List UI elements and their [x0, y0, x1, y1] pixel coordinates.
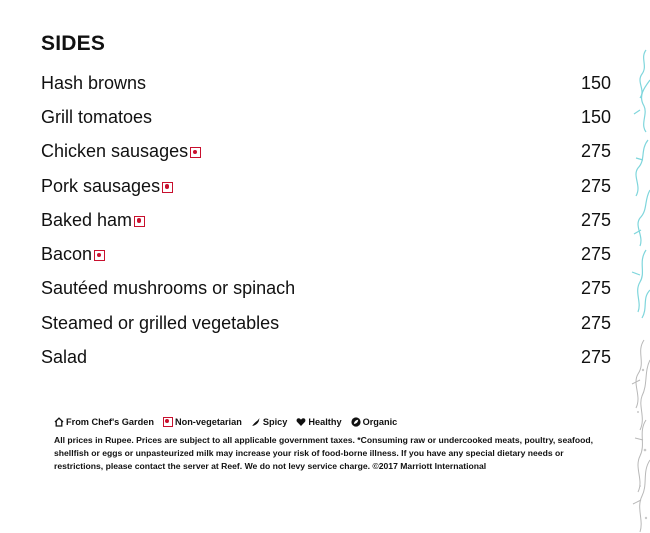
non-veg-icon: [163, 417, 173, 427]
footnote: All prices in Rupee. Prices are subject to all applicable government taxes. *Consuming raw or undercooked meats, poultry, seafood, shellfish or eggs or unpasteurized milk may increase your risk of food-borne illness. If you have any special dietary needs or restrictions, please contact the server at Reef. We do not levy service charge. ©2017 Marriott International: [54, 435, 594, 471]
legend-spicy: [251, 417, 288, 427]
non-veg-icon: [134, 216, 145, 227]
item-name: Pork sausages: [41, 175, 161, 196]
menu-list: [41, 66, 611, 375]
item-price: 275: [580, 278, 611, 299]
organic-leaf-icon: [351, 417, 361, 427]
legend-healthy: [296, 417, 341, 427]
item-price: 275: [580, 141, 611, 162]
legend: [54, 417, 406, 427]
item-price: 275: [580, 175, 611, 196]
item-name-wrap: [41, 347, 87, 368]
legend-chefs-garden: [54, 417, 154, 427]
menu-item: [41, 340, 611, 374]
non-veg-icon: [162, 182, 173, 193]
item-name: Hash browns: [41, 72, 147, 93]
chili-icon: [251, 417, 261, 427]
item-name: Baked ham: [41, 209, 133, 230]
item-name: Bacon: [41, 244, 93, 265]
item-name: Sautéed mushrooms or spinach: [41, 278, 296, 299]
legend-healthy-label: Healthy: [308, 417, 342, 427]
item-name-wrap: [41, 313, 279, 334]
decorative-coral-pattern: [610, 40, 650, 533]
non-veg-icon: [94, 250, 105, 261]
menu-item: [41, 100, 611, 134]
item-price: 275: [580, 244, 611, 265]
item-name: Chicken sausages: [41, 141, 189, 162]
legend-spicy-label: Spicy: [262, 417, 288, 427]
menu-item: [41, 237, 611, 271]
legend-non-veg-label: Non-vegetarian: [174, 417, 242, 427]
house-leaf-icon: [54, 417, 64, 427]
item-name-wrap: [41, 244, 105, 265]
item-price: 150: [580, 106, 611, 127]
menu-item: [41, 66, 611, 100]
menu-item: [41, 169, 611, 203]
item-name-wrap: [41, 73, 146, 94]
item-name-wrap: [41, 141, 201, 162]
item-name: Grill tomatoes: [41, 106, 153, 127]
menu-item: [41, 135, 611, 169]
menu-item: [41, 272, 611, 306]
legend-organic-label: Organic: [362, 417, 398, 427]
menu-item: [41, 306, 611, 340]
non-veg-icon: [190, 147, 201, 158]
legend-organic: [351, 417, 398, 427]
item-name: Salad: [41, 347, 88, 368]
item-price: 275: [580, 312, 611, 333]
heart-icon: [296, 417, 306, 427]
section-title: SIDES: [41, 32, 106, 55]
item-price: 275: [580, 347, 611, 368]
item-name-wrap: [41, 278, 295, 299]
item-price: 150: [580, 72, 611, 93]
legend-chefs-garden-label: From Chef's Garden: [66, 417, 154, 427]
legend-non-veg: [163, 417, 242, 427]
item-name-wrap: [41, 107, 152, 128]
item-name: Steamed or grilled vegetables: [41, 312, 280, 333]
item-name-wrap: [41, 210, 145, 231]
item-name-wrap: [41, 176, 173, 197]
menu-item: [41, 203, 611, 237]
item-price: 275: [580, 209, 611, 230]
